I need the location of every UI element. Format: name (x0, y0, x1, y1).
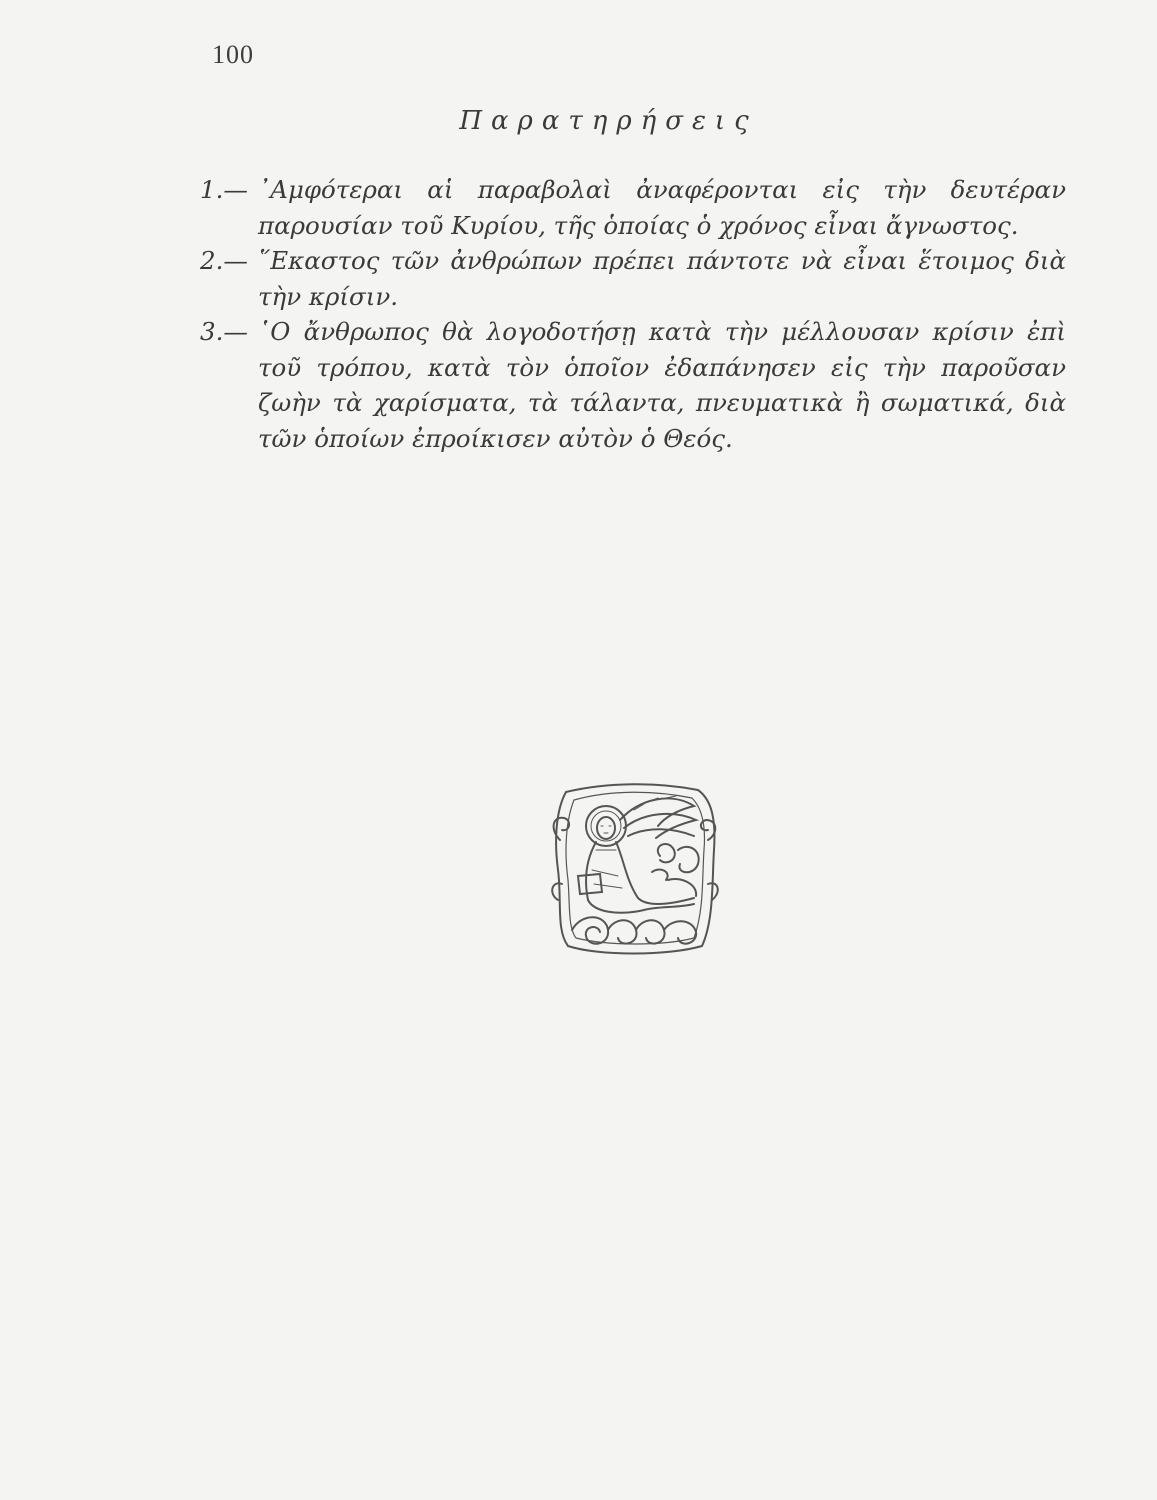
note-number: 1.— (200, 175, 248, 204)
note-item (200, 314, 1066, 456)
note-number: 3.— (200, 317, 248, 346)
note-text: ῞Εκαστος τῶν ἀνθρώπων πρέπει πάντοτε νὰ εἶναι ἕτοιμος διὰ τὴν κρίσιν. (258, 246, 1066, 311)
notes-list (200, 172, 1066, 456)
page-number: 100 (212, 40, 254, 69)
note-item (200, 243, 1066, 314)
note-number: 2.— (200, 246, 248, 275)
note-item (200, 172, 1066, 243)
angel-vignette-icon (548, 780, 722, 956)
note-text: ᾿Αμφότεραι αἱ παραβολαὶ ἀναφέρονται εἰς τὴν δευτέραν παρουσίαν τοῦ Κυρίου, τῆς ὁποίας ὁ χρόνος εἶναι ἄγνωστος. (258, 175, 1066, 240)
note-text: ῾Ο ἄνθρωπος θὰ λογοδοτήσῃ κατὰ τὴν μέλλουσαν κρίσιν ἐπὶ τοῦ τρόπου, κατὰ τὸν ὁποῖον ἐδαπάνησεν εἰς τὴν παροῦσαν ζωὴν τὰ χαρίσματα, τὰ τάλαντα, πνευματικὰ ἢ σωματικά, διὰ τῶν ὁποίων ἐπροίκισεν αὐτὸν ὁ Θεός. (258, 317, 1066, 453)
section-heading: Παρατηρήσεις (459, 106, 758, 136)
